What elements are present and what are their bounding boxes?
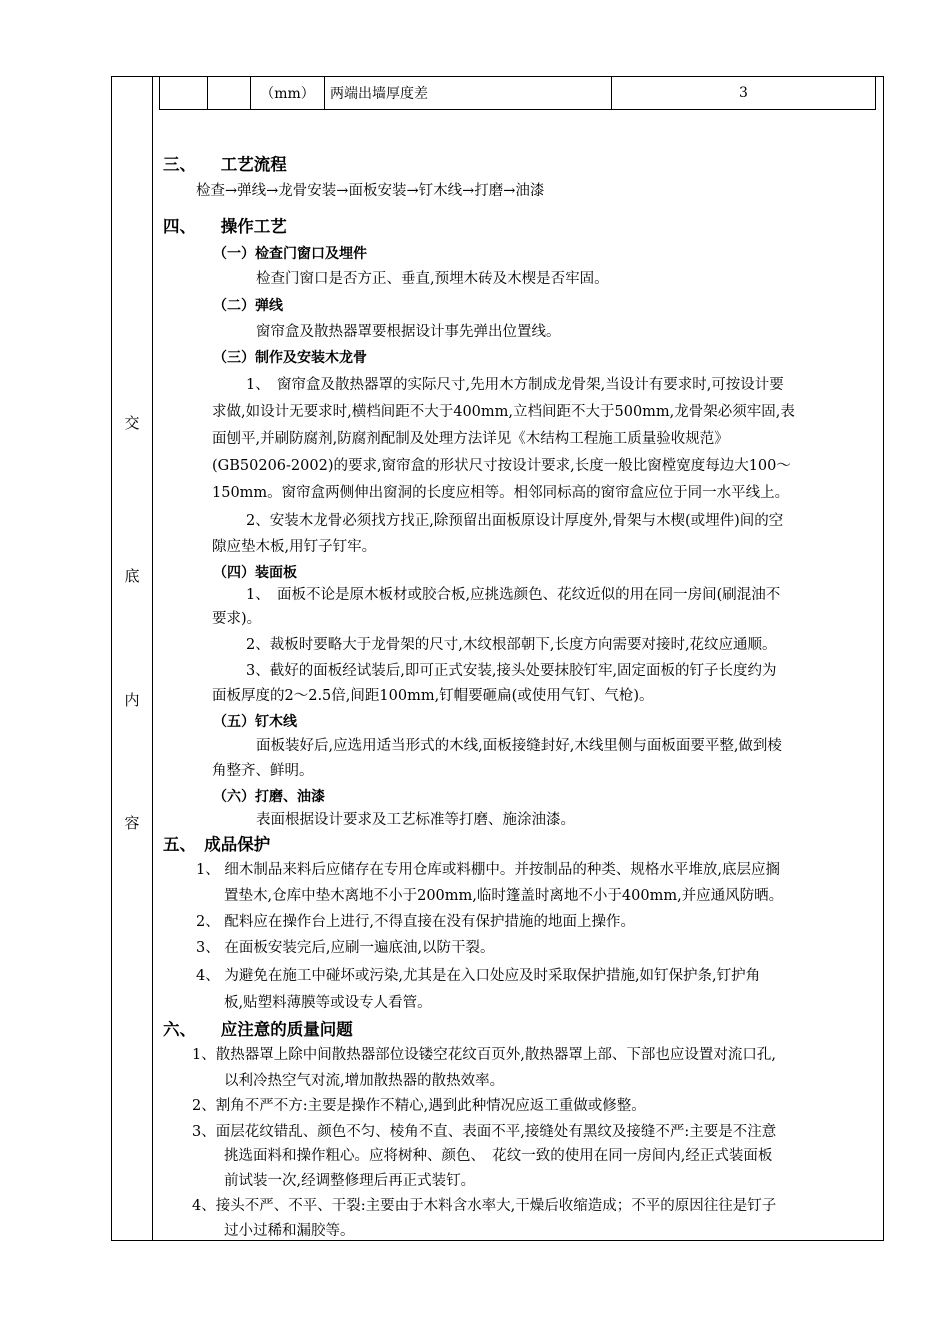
unit-cell: （mm）	[251, 77, 325, 110]
subsection-5-title: （五）钉木线	[213, 714, 297, 730]
tolerance-table-row	[159, 76, 876, 110]
list-item: 以利冷热空气对流,增加散热器的散热效率。	[224, 1073, 505, 1089]
list-item: 1、散热器罩上除中间散热器部位设镂空花纹百页外,散热器罩上部、下部也应设置对流口孔,	[192, 1047, 776, 1063]
section-6-title: 六、 应注意的质量问题	[163, 1020, 353, 1039]
paragraph-line: 1、 面板不论是原木板材或胶合板,应挑选颜色、花纹近似的用在同一房间(刷混油不	[246, 587, 781, 603]
list-item: 前试装一次,经调整修理后再正式装钉。	[224, 1173, 476, 1189]
process-flow: 检查→弹线→龙骨安装→面板安装→钉木线→打磨→油漆	[196, 183, 545, 199]
list-item: 1、 细木制品来料后应储存在专用仓库或料棚中。并按制品的种类、规格水平堆放,底层应搁	[196, 862, 780, 878]
list-item: 3、面层花纹错乱、颜色不匀、棱角不直、表面不平,接缝处有黑纹及接缝不严:主要是不注意	[192, 1124, 777, 1140]
paragraph-line: 要求)。	[212, 611, 262, 627]
paragraph-line: 2、安装木龙骨必须找方找正,除预留出面板原设计厚度外,骨架与木楔(或埋件)间的空	[246, 513, 784, 529]
paragraph-line: 1、 窗帘盒及散热器罩的实际尺寸,先用木方制成龙骨架,当设计有要求时,可按设计要	[246, 377, 784, 393]
subsection-1-title: （一）检查门窗口及埋件	[213, 246, 367, 262]
list-item: 置垫木,仓库中垫木离地不小于200mm,临时篷盖时离地不小于400mm,并应通风防晒。	[224, 888, 784, 904]
list-item: 4、接头不严、不平、干裂:主要由于木料含水率大,干燥后收缩造成；不平的原因往往是钉子	[192, 1198, 777, 1214]
list-item: 过小过稀和漏胶等。	[224, 1223, 355, 1239]
side-label-rong: 容	[124, 814, 140, 832]
paragraph-line: 面板厚度的2～2.5倍,间距100mm,钉帽要砸扁(或使用气钉、气枪)。	[212, 688, 654, 704]
side-label-jiao: 交	[124, 414, 140, 432]
paragraph-line: 角整齐、鲜明。	[212, 763, 314, 779]
subsection-3-title: （三）制作及安装木龙骨	[213, 350, 367, 366]
subsection-1-text: 检查门窗口是否方正、垂直,预埋木砖及木楔是否牢固。	[256, 271, 609, 287]
subsection-4-title: （四）装面板	[213, 565, 297, 581]
subsection-6-title: （六）打磨、油漆	[213, 789, 325, 805]
side-label-di: 底	[124, 567, 140, 585]
side-label-nei: 内	[124, 691, 140, 709]
list-item: 4、 为避免在施工中碰坏或污染,尤其是在入口处应及时采取保护措施,如钉保护条,钉护角	[196, 968, 761, 984]
list-item: 3、 在面板安装完后,应刷一遍底油,以防干裂。	[196, 940, 495, 956]
list-item: 2、 配料应在操作台上进行,不得直接在没有保护措施的地面上操作。	[196, 914, 635, 930]
paragraph-line: 150mm。窗帘盒两侧伸出窗洞的长度应相等。相邻同标高的窗帘盒应位于同一水平线上。	[212, 485, 790, 501]
subsection-2-title: （二）弹线	[213, 298, 283, 314]
empty-cell-2	[208, 77, 251, 110]
section-3-title: 三、 工艺流程	[163, 155, 287, 174]
list-item: 2、割角不严不方:主要是操作不精心,遇到此种情况应返工重做或修整。	[192, 1098, 646, 1114]
section-5-title: 五、 成品保护	[163, 835, 271, 854]
paragraph-line: 面板装好后,应选用适当形式的木线,面板接缝封好,木线里侧与面板面要平整,做到棱	[256, 738, 782, 754]
value-cell: 3	[612, 77, 876, 110]
paragraph-line: 2、裁板时要略大于龙骨架的尺寸,木纹根部朝下,长度方向需要对接时,花纹应通顺。	[246, 637, 777, 653]
subsection-2-text: 窗帘盒及散热器罩要根据设计事先弹出位置线。	[256, 324, 561, 340]
paragraph-line: (GB50206-2002)的要求,窗帘盒的形状尺寸按设计要求,长度一般比窗樘宽度每边大100～	[212, 458, 791, 474]
subsection-6-text: 表面根据设计要求及工艺标准等打磨、施涂油漆。	[256, 812, 575, 828]
paragraph-line: 面刨平,并刷防腐剂,防腐剂配制及处理方法详见《木结构工程施工质量验收规范》	[212, 431, 729, 447]
paragraph-line: 求做,如设计无要求时,横档间距不大于400mm,立档间距不大于500mm,龙骨架必须牢固,表	[212, 404, 795, 420]
list-item: 板,贴塑料薄膜等或设专人看管。	[224, 995, 432, 1011]
paragraph-line: 隙应垫木板,用钉子钉牢。	[212, 539, 377, 555]
side-column	[112, 77, 153, 1240]
list-item: 挑选面料和操作粗心。应将树种、颜色、 花纹一致的使用在同一房间内,经正式装面板	[224, 1148, 773, 1164]
empty-cell-1	[160, 77, 208, 110]
section-4-title: 四、 操作工艺	[163, 217, 287, 236]
paragraph-line: 3、截好的面板经试装后,即可正式安装,接头处要抹胶钉牢,固定面板的钉子长度约为	[246, 663, 777, 679]
item-cell: 两端出墙厚度差	[325, 77, 612, 110]
